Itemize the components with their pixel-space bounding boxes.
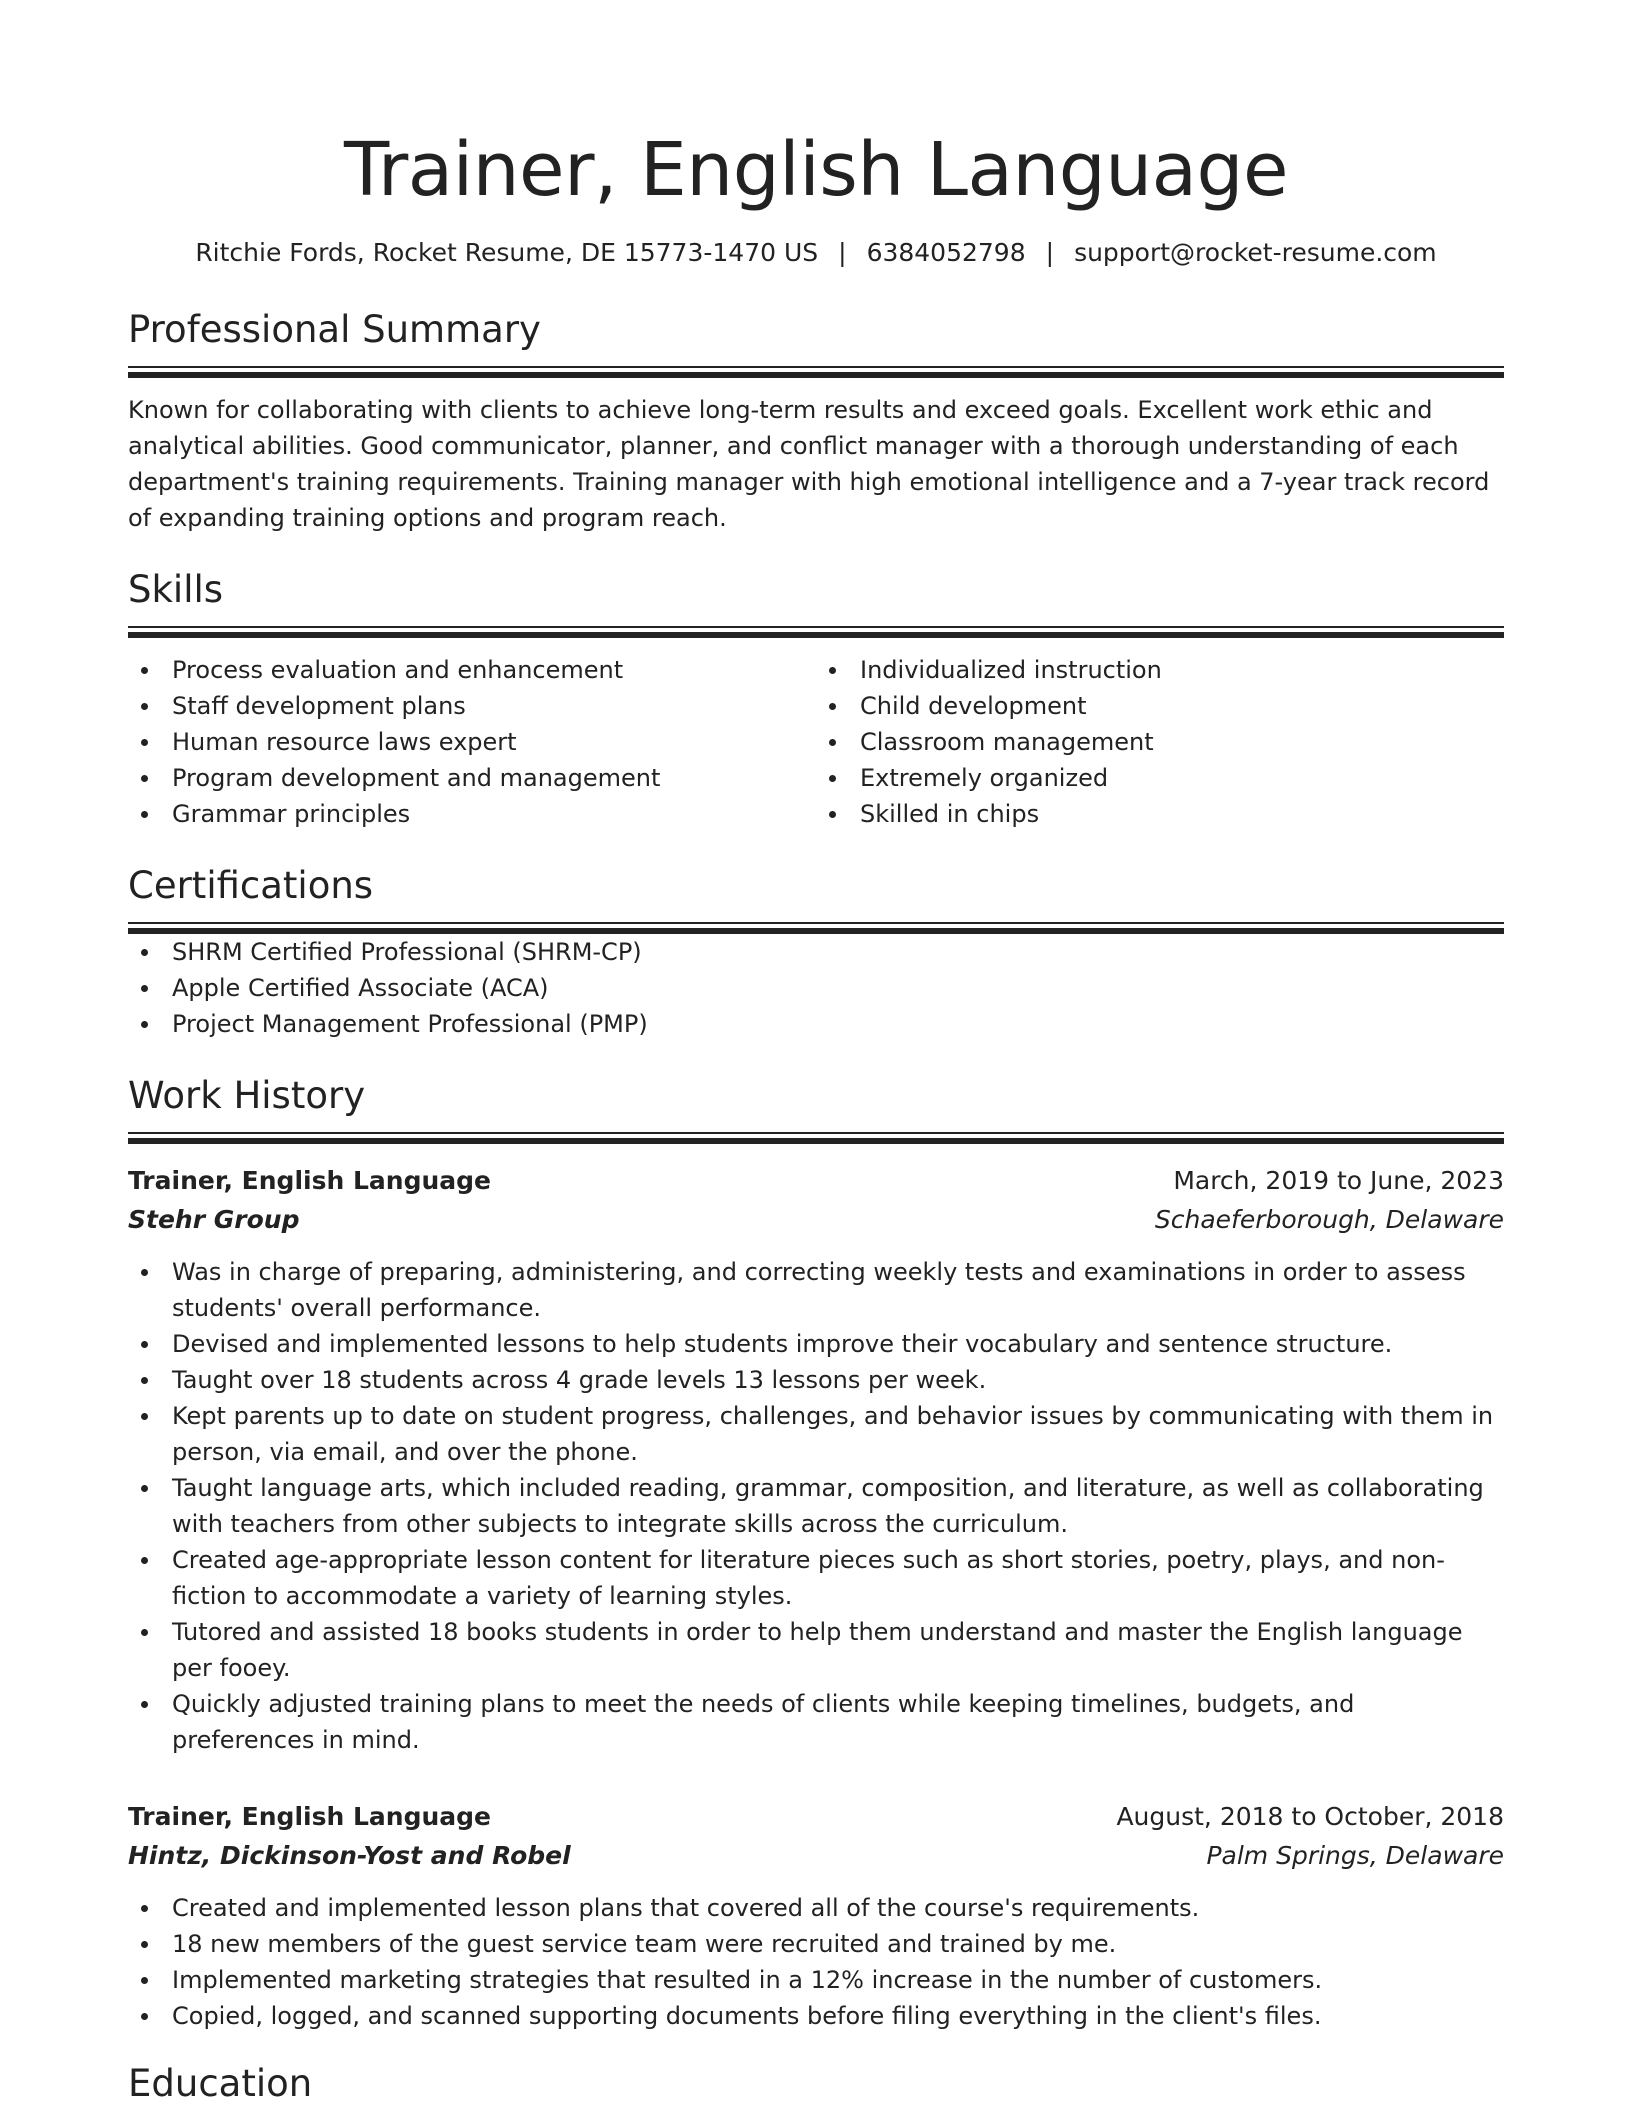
job-bullet: Was in charge of preparing, administering, and correcting weekly tests and examinations in order to assess students' overall performance. bbox=[128, 1254, 1504, 1326]
job-bullet: Kept parents up to date on student progress, challenges, and behavior issues by communicating with them in person, via email, and over the phone. bbox=[128, 1398, 1504, 1470]
job-bullet: Devised and implemented lessons to help students improve their vocabulary and sentence structure. bbox=[128, 1326, 1504, 1362]
skills-columns bbox=[128, 652, 1504, 832]
skills-left-list bbox=[128, 652, 816, 832]
job-entry bbox=[128, 1162, 1504, 1758]
work-history-heading: Work History bbox=[128, 1074, 366, 1117]
job-company: Stehr Group bbox=[128, 1205, 300, 1234]
section-divider bbox=[128, 626, 1504, 638]
job-bullet: Taught over 18 students across 4 grade levels 13 lessons per week. bbox=[128, 1362, 1504, 1398]
work-history-section bbox=[128, 1072, 1504, 2034]
job-bullets bbox=[128, 1254, 1504, 1758]
job-bullets bbox=[128, 1890, 1504, 2034]
skill-item: Staff development plans bbox=[128, 688, 816, 724]
job-bullet: Created and implemented lesson plans that covered all of the course's requirements. bbox=[128, 1890, 1504, 1926]
section-divider bbox=[128, 922, 1504, 934]
job-header-row bbox=[128, 1162, 1504, 1200]
job-company: Hintz, Dickinson-Yost and Robel bbox=[128, 1841, 571, 1870]
skills-section bbox=[128, 566, 1504, 832]
skills-heading: Skills bbox=[128, 568, 224, 611]
job-entry bbox=[128, 1798, 1504, 2034]
job-bullet: Copied, logged, and scanned supporting documents before filing everything in the client's files. bbox=[128, 1998, 1504, 2034]
resume-name: Trainer, English Language bbox=[344, 127, 1288, 213]
certification-item: SHRM Certified Professional (SHRM-CP) bbox=[128, 934, 1504, 970]
certifications-heading: Certifications bbox=[128, 864, 374, 907]
job-bullet: Taught language arts, which included reading, grammar, composition, and literature, as well as collaborating with teachers from other subjects to integrate skills across the curriculum. bbox=[128, 1470, 1504, 1542]
job-location: Schaeferborough, Delaware bbox=[1154, 1205, 1504, 1234]
job-title: Trainer, English Language bbox=[128, 1166, 491, 1195]
job-dates: March, 2019 to June, 2023 bbox=[1173, 1166, 1504, 1195]
contact-phone: 6384052798 bbox=[866, 238, 1026, 267]
skill-item: Classroom management bbox=[816, 724, 1504, 760]
job-dates: August, 2018 to October, 2018 bbox=[1116, 1802, 1504, 1831]
job-bullet: Created age-appropriate lesson content for literature pieces such as short stories, poetry, plays, and non-fiction to accommodate a variety of learning styles. bbox=[128, 1542, 1504, 1614]
skill-item: Child development bbox=[816, 688, 1504, 724]
section-divider bbox=[128, 1132, 1504, 1144]
contact-separator: | bbox=[1045, 238, 1055, 267]
skill-item: Extremely organized bbox=[816, 760, 1504, 796]
job-location: Palm Springs, Delaware bbox=[1206, 1841, 1504, 1870]
summary-text: Known for collaborating with clients to achieve long-term results and exceed goals. Excellent work ethic and analytical abilities. Good communicator, planner, and conflict manager with a thorough understanding of each department's training requirements. Training manager with high emotional intelligence and a 7-year track record of expanding training options and program reach. bbox=[128, 396, 1490, 532]
job-bullet: Implemented marketing strategies that resulted in a 12% increase in the number of customers. bbox=[128, 1962, 1504, 1998]
skill-item: Program development and management bbox=[128, 760, 816, 796]
summary-heading: Professional Summary bbox=[128, 308, 541, 351]
skill-item: Grammar principles bbox=[128, 796, 816, 832]
contact-line bbox=[128, 236, 1504, 270]
skills-right-list bbox=[816, 652, 1504, 832]
skill-item: Individualized instruction bbox=[816, 652, 1504, 688]
contact-separator: | bbox=[838, 238, 847, 267]
job-company-row bbox=[128, 1200, 1504, 1240]
contact-address: Ritchie Fords, Rocket Resume, DE 15773-1470 US bbox=[195, 238, 819, 267]
job-bullet: Quickly adjusted training plans to meet the needs of clients while keeping timelines, budgets, and preferences in mind. bbox=[128, 1686, 1504, 1758]
job-company-row bbox=[128, 1836, 1504, 1876]
certification-item: Apple Certified Associate (ACA) bbox=[128, 970, 1504, 1006]
section-divider bbox=[128, 366, 1504, 378]
summary-section bbox=[128, 306, 1504, 536]
contact-email[interactable]: support@rocket-resume.com bbox=[1074, 238, 1437, 267]
job-header-row bbox=[128, 1798, 1504, 1836]
skill-item: Human resource laws expert bbox=[128, 724, 816, 760]
job-bullet: 18 new members of the guest service team were recruited and trained by me. bbox=[128, 1926, 1504, 1962]
job-title: Trainer, English Language bbox=[128, 1802, 491, 1831]
certifications-list bbox=[128, 934, 1504, 1042]
education-heading: Education bbox=[128, 2062, 313, 2105]
skill-item: Skilled in chips bbox=[816, 796, 1504, 832]
education-section bbox=[128, 2060, 1504, 2108]
job-bullet: Tutored and assisted 18 books students in order to help them understand and master the English language per fooey. bbox=[128, 1614, 1504, 1686]
certifications-section bbox=[128, 862, 1504, 1042]
certification-item: Project Management Professional (PMP) bbox=[128, 1006, 1504, 1042]
resume-page bbox=[128, 0, 1504, 2108]
skill-item: Process evaluation and enhancement bbox=[128, 652, 816, 688]
